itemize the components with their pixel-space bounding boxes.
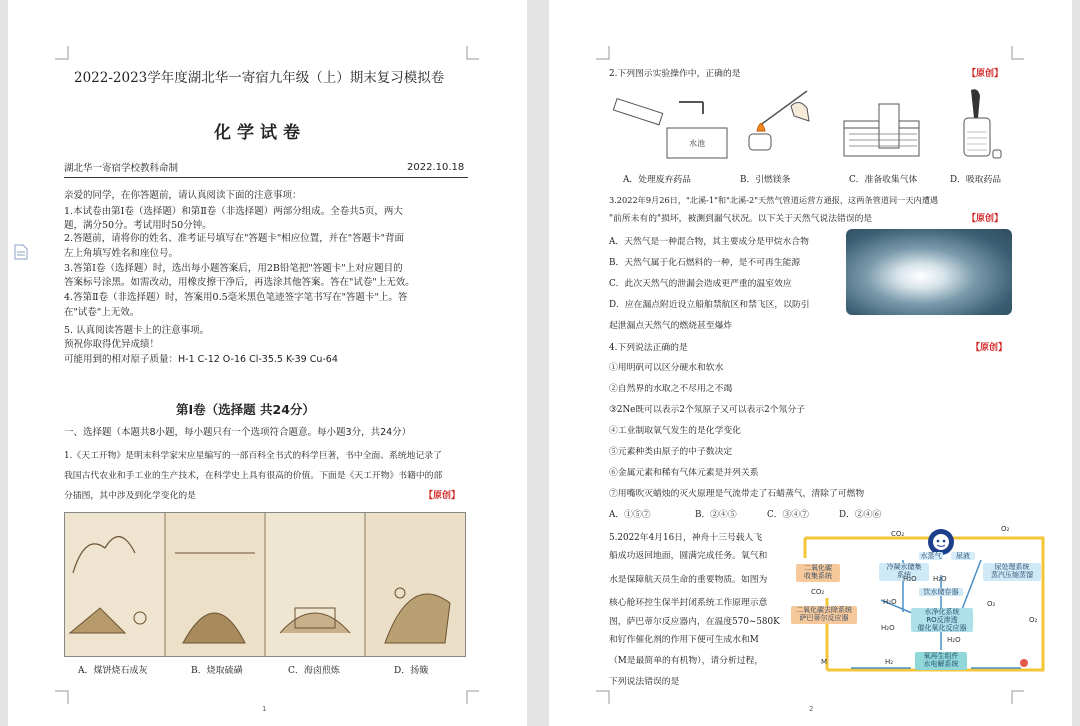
question-4-item: ②自然界的水取之不尽用之不竭 <box>609 384 733 394</box>
notice-line: 5. 认真阅读答题卡上的注意事项。 <box>64 325 210 336</box>
diagram-o2-mid: O₂ <box>987 600 996 608</box>
question-5-text: 5.2022年4月16日，神舟十三号载人飞 <box>609 533 763 543</box>
diagram-h2o: H₂O <box>933 575 947 583</box>
diagram-condensate: 冷凝水储集 系统 <box>879 563 929 581</box>
question-5-text: 下列说法错误的是 <box>609 677 680 687</box>
notice-line: 预祝你取得优异成绩！ <box>64 339 160 350</box>
question-1-tag: 【原创】 <box>424 491 461 501</box>
diagram-sabatier-reactor: 二氧化碳去除系统 萨巴蒂尔反应器 <box>791 606 857 624</box>
tiangong-illustrations <box>64 512 466 657</box>
diagram-h2: H₂ <box>885 658 894 666</box>
question-3-option: B．天然气属于化石燃料的一种，是不可再生能源 <box>609 258 801 268</box>
crop-mark-icon <box>596 690 610 704</box>
diagram-water-vapor: 水蒸气 <box>920 552 942 560</box>
question-4-item: ③2Ne既可以表示2个氖原子又可以表示2个氖分子 <box>609 405 805 415</box>
crop-mark-icon <box>466 690 480 704</box>
question-4-item: ⑦用嘴吹灭蜡烛的灭火原理是气流带走了石蜡蒸气，清除了可燃物 <box>609 489 865 499</box>
diagram-co2-collection: 二氧化碳 收集系统 <box>796 564 840 582</box>
question-2-option: C．准备收集气体 <box>849 175 918 185</box>
diagram-electrolysis: 氧再生组件 水电解系统 <box>915 652 967 670</box>
notice-line: 答案标号涂黑。如需改动，用橡皮擦干净后，再选涂其他答案。答在"试卷"上无效。 <box>64 277 415 288</box>
question-1-text: 分插图，其中涉及到化学变化的是 <box>64 491 196 501</box>
question-2-text: 2.下列图示实验操作中，正确的是 <box>609 69 741 79</box>
question-5-text: （M是最简单的有机物），请分析过程， <box>609 656 764 666</box>
diagram-water-storage: 饮水储存器 <box>919 588 963 596</box>
question-2-option: D．吸取药品 <box>950 175 1002 185</box>
diagram-co2-left: CO₂ <box>811 588 825 596</box>
crop-mark-icon <box>55 46 69 60</box>
notice-line: 1.本试卷由第Ⅰ卷（选择题）和第Ⅱ卷（非选择题）两部分组成。全卷共5页，两大 <box>64 206 403 217</box>
question-5-text: 船成功返回地面，圆满完成任务。氧气和 <box>609 551 768 561</box>
question-2-tag: 【原创】 <box>967 69 1004 79</box>
diagram-water-purification: 水净化系统 RO反渗透 催化氧化反应器 <box>911 608 973 632</box>
question-3-text: 3.2022年9月26日，"北溪-1"和"北溪-2"天然气管道运营方通报，这两条管道同一天内遭遇 <box>609 195 939 205</box>
question-4-text: 4.下列说法正确的是 <box>609 343 688 353</box>
burner-figure <box>739 86 814 164</box>
question-4-item: ④工业制取氧气发生的是化学变化 <box>609 426 741 436</box>
waste-disposal-figure <box>609 88 729 163</box>
subject-title: 化学试卷 <box>214 123 306 143</box>
exam-date: 2022.10.18 <box>407 162 465 173</box>
question-5-text: 图，萨巴蒂尔反应器内，在温度570~580K <box>609 617 780 627</box>
sink-label: 水池 <box>689 139 705 148</box>
question-4-item: ⑤元素种类由原子的中子数决定 <box>609 447 733 457</box>
notice-line: 亲爱的同学，在你答题前，请认真阅读下面的注意事项： <box>64 190 302 201</box>
crop-mark-icon <box>1011 46 1025 60</box>
atomic-masses: 可能用到的相对原子质量：H-1 C-12 O-16 Cl-35.5 K-39 Cu-64 <box>64 354 338 365</box>
question-3-option: D．应在漏点附近设立船舶禁航区和禁飞区，以防引 <box>609 300 810 310</box>
question-2-option: A．处理废弃药品 <box>623 175 691 185</box>
question-1-option: D．扬簸 <box>394 666 429 676</box>
question-5-text: 核心舱环控生保半封闭系统工作原理示意 <box>609 598 768 608</box>
section-description: 一、选择题（本题共8小题，每小题只有一个选项符合题意。每小题3分，共24分） <box>64 427 412 438</box>
diagram-h2o: H₂O <box>883 598 897 606</box>
notice-line: 2.答题前，请将你的姓名、准考证号填写在"答题卡"相应位置，并在"答题卡"背面 <box>64 233 405 244</box>
diagram-h2o: H₂O <box>947 636 961 644</box>
diagram-m: M <box>821 658 828 666</box>
page-number: 2 <box>809 705 814 713</box>
diagram-o2-top: O₂ <box>1001 525 1010 533</box>
notice-line: 4.答第Ⅱ卷（非选择题）时，答案用0.5毫米黑色笔迹签字笔书写在"答题卡"上。答 <box>64 292 408 303</box>
question-1-option: A．煤饼烧石成灰 <box>78 666 148 676</box>
diagram-h2o: H₂O <box>903 575 917 583</box>
crop-mark-icon <box>55 690 69 704</box>
diagram-urine: 尿液 <box>951 552 975 560</box>
diagram-h2o: H₂O <box>881 624 895 632</box>
notice-line: 在"试卷"上无效。 <box>64 307 140 318</box>
question-4-option: D．②④⑥ <box>839 510 882 520</box>
gas-leak-photo <box>846 229 1012 315</box>
crop-mark-icon <box>466 46 480 60</box>
crop-mark-icon <box>596 46 610 60</box>
question-5-text: 水是保障航天员生命的重要物质。如图为 <box>609 575 768 585</box>
document-icon[interactable] <box>14 244 28 260</box>
dropper-figure <box>954 88 1004 163</box>
question-3-tag: 【原创】 <box>967 214 1004 224</box>
question-5-text: 和钌作催化剂的作用下便可生成水和M <box>609 635 759 645</box>
question-1-option: B．烧取硫磺 <box>191 666 243 676</box>
notice-line: 3.答第Ⅰ卷（选择题）时，选出每小题答案后，用2B铅笔把"答题卡"上对应题目的 <box>64 263 403 274</box>
question-3-option: C．此次天然气的泄漏会造成更严重的温室效应 <box>609 279 792 289</box>
crop-mark-icon <box>1011 690 1025 704</box>
notice-line: 题，满分50分。考试用时50分钟。 <box>64 220 212 231</box>
exam-title: 2022-2023学年度湖北华一寄宿九年级（上）期末复习模拟卷 <box>74 70 445 86</box>
question-3-option: 起泄漏点天然气的燃烧甚至爆炸 <box>609 321 733 331</box>
question-4-option: A．①⑤⑦ <box>609 510 651 520</box>
question-1-text: 我国古代农业和手工业的生产技术，在科学史上具有很高的价值。下面是《天工开物》书籍中的部 <box>64 471 443 481</box>
question-4-option: C．③④⑦ <box>767 510 809 520</box>
question-4-option: B．②④⑤ <box>695 510 737 520</box>
section-title: 第Ⅰ卷（选择题 共24分） <box>176 402 315 417</box>
question-1-text: 1.《天工开物》是明末科学家宋应星编写的一部百科全书式的科学巨著，书中全面、系统地记录了 <box>64 451 442 461</box>
question-4-item: ①用明矾可以区分硬水和软水 <box>609 363 724 373</box>
page-2 <box>549 0 1072 726</box>
question-4-item: ⑥金属元素和稀有气体元素是并列关系 <box>609 468 759 478</box>
school-name: 湖北华一寄宿学校教科命制 <box>64 163 179 174</box>
question-4-tag: 【原创】 <box>971 343 1008 353</box>
gas-collection-figure <box>839 96 924 161</box>
notice-line: 左上角填写姓名和座位号。 <box>64 248 179 259</box>
diagram-o2-right: O₂ <box>1029 616 1038 624</box>
question-3-text: "前所未有的"损坏，被测到漏气状况。以下关于天然气说法错误的是 <box>609 214 873 224</box>
life-support-diagram <box>791 520 1053 675</box>
question-3-option: A．天然气是一种混合物，其主要成分是甲烷水合物 <box>609 237 809 247</box>
diagram-urine-processing: 尿处理系统 蒸汽压缩蒸馏 <box>983 563 1041 581</box>
page-number: 1 <box>262 705 267 713</box>
diagram-co2-top: CO₂ <box>891 530 905 538</box>
header-divider <box>64 177 468 178</box>
question-2-option: B．引燃镁条 <box>740 175 791 185</box>
question-1-option: C．海卤煎炼 <box>288 666 340 676</box>
page-1 <box>8 0 527 726</box>
